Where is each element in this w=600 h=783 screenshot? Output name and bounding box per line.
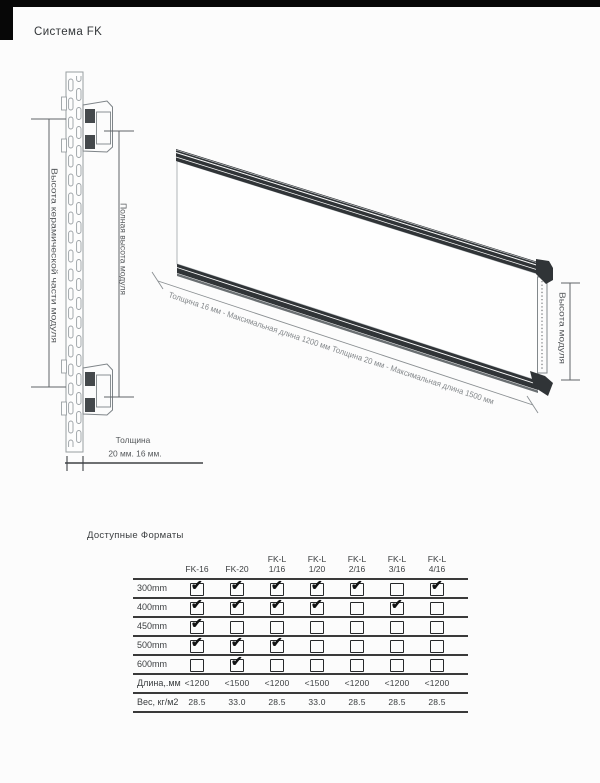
format-checkbox (230, 659, 244, 672)
table-row (133, 580, 468, 599)
format-checkbox (350, 659, 364, 672)
ceramic-height-label: Высота керамической части модуля (49, 168, 59, 299)
full-height-label: Полная высота модуля (118, 203, 128, 287)
mounting-clip-top (83, 101, 113, 152)
format-checkbox (190, 621, 204, 634)
format-checkbox (270, 621, 284, 634)
format-checkbox (430, 659, 444, 672)
thickness-values: 20 мм. 16 мм. (108, 448, 162, 459)
table-row (133, 637, 468, 656)
row-label: 500mm (137, 640, 168, 651)
format-checkbox (390, 640, 404, 653)
formats-section-title: Доступные Форматы (87, 530, 184, 541)
format-checkbox (310, 583, 324, 596)
table-header-row (133, 553, 468, 580)
format-checkbox (310, 640, 324, 653)
row-label: Длина,.мм (137, 678, 181, 689)
format-checkbox (310, 602, 324, 615)
format-checkbox (390, 621, 404, 634)
column-header: FK-L 3/16 (387, 554, 407, 575)
length-row: Длина,.мм <1200 <1500 <1200 <1500 <1200 <1200 <1200 (133, 675, 468, 694)
table-row (133, 656, 468, 675)
format-checkbox (270, 659, 284, 672)
weight-row: Вес, кг/м2 28.5 33.0 28.5 33.0 28.5 28.5 28.5 (133, 694, 468, 713)
row-label: 450mm (137, 621, 168, 632)
format-checkbox (230, 621, 244, 634)
format-checkbox (270, 583, 284, 596)
column-header: FK-L 1/20 (307, 554, 327, 575)
column-header: FK-20 (225, 564, 249, 575)
column-header: FK-L 2/16 (347, 554, 367, 575)
mounting-clip-bottom (83, 364, 113, 415)
format-checkbox (350, 621, 364, 634)
format-checkbox (270, 640, 284, 653)
dimension-ceramic-height (31, 119, 66, 387)
column-header: FK-L 1/16 (267, 554, 287, 575)
thickness-title: Толщина (115, 435, 151, 445)
table-row (133, 599, 468, 618)
format-checkbox (350, 602, 364, 615)
row-label: 600mm (137, 659, 168, 670)
page-title: Система FK (34, 26, 103, 38)
rail-profile-drawing (62, 72, 84, 452)
format-checkbox (230, 583, 244, 596)
max-length-note: Толщина 16 мм - Максимальная длина 1200 мм Толщина 20 мм - Максимальная длина 1500 мм (167, 290, 519, 414)
format-checkbox (230, 640, 244, 653)
format-checkbox (190, 659, 204, 672)
format-checkbox (390, 602, 404, 615)
format-checkbox (190, 640, 204, 653)
row-label: Вес, кг/м2 (137, 697, 179, 708)
module-height-label: Высота модуля (557, 292, 567, 348)
table-row (133, 618, 468, 637)
format-checkbox (430, 583, 444, 596)
format-checkbox (390, 583, 404, 596)
format-checkbox (350, 640, 364, 653)
format-checkbox (430, 640, 444, 653)
format-checkbox (310, 621, 324, 634)
format-checkbox (310, 659, 324, 672)
format-checkbox (430, 602, 444, 615)
row-label: 400mm (137, 602, 168, 613)
format-checkbox (190, 583, 204, 596)
format-checkbox (230, 602, 244, 615)
column-header: FK-L 4/16 (427, 554, 447, 575)
format-checkbox (190, 602, 204, 615)
row-label: 300mm (137, 583, 168, 594)
column-header: FK-16 (185, 564, 209, 575)
format-checkbox (350, 583, 364, 596)
format-checkbox (430, 621, 444, 634)
formats-table (133, 553, 468, 713)
format-checkbox (390, 659, 404, 672)
format-checkbox (270, 602, 284, 615)
